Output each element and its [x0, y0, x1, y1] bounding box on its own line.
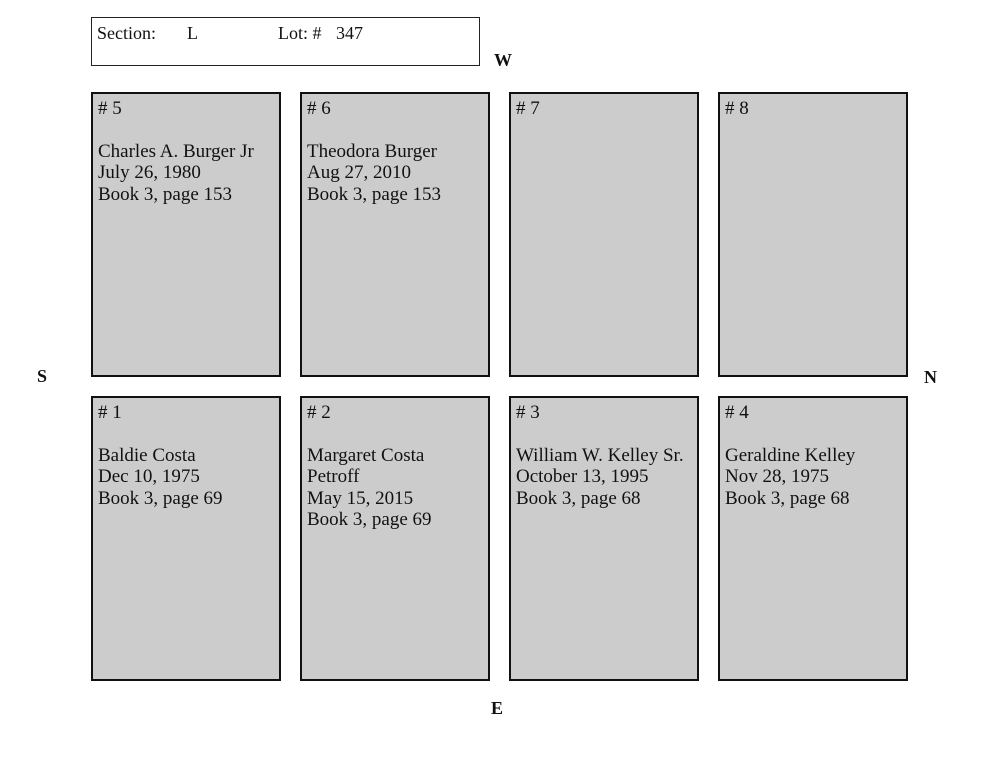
plot-6 [300, 92, 490, 377]
plot-date: Dec 10, 1975 [98, 466, 200, 487]
plot-date: Nov 28, 1975 [725, 466, 829, 487]
plot-name-continued: Petroff [307, 466, 360, 487]
plot-8 [718, 92, 908, 377]
plot-3 [509, 396, 699, 681]
compass-west: W [494, 50, 512, 70]
compass-south: S [37, 366, 48, 386]
plot-number: # 8 [725, 98, 749, 119]
plot-number: # 4 [725, 402, 749, 423]
plot-number: # 1 [98, 402, 122, 423]
plot-2 [300, 396, 490, 681]
section-label: Section: [97, 23, 156, 43]
plot-book-reference: Book 3, page 68 [725, 487, 850, 509]
plot-number: # 5 [98, 98, 122, 119]
lot-label: Lot: # [278, 23, 322, 43]
plot-name: Theodora Burger [307, 140, 437, 162]
plot-name: William W. Kelley Sr. [516, 444, 684, 466]
section-lot-header [91, 17, 480, 66]
plot-book-reference: Book 3, page 153 [98, 183, 233, 205]
plot-name: Baldie Costa [98, 444, 196, 466]
plot-number: # 6 [307, 98, 331, 119]
compass-east: E [491, 698, 504, 718]
plot-book-reference: Book 3, page 68 [516, 487, 641, 509]
plot-5 [91, 92, 281, 377]
plot-book-reference: Book 3, page 153 [307, 183, 442, 205]
lot-value: 347 [336, 23, 363, 43]
plot-number: # 7 [516, 98, 540, 119]
plot-name: Geraldine Kelley [725, 444, 856, 466]
plot-book-reference: Book 3, page 69 [307, 509, 432, 530]
compass-north: N [924, 367, 937, 387]
section-value: L [187, 23, 198, 43]
plot-date: July 26, 1980 [98, 162, 201, 183]
plot-date: Aug 27, 2010 [307, 162, 411, 183]
plot-date: May 15, 2015 [307, 487, 414, 509]
plot-book-reference: Book 3, page 69 [98, 487, 223, 509]
plot-4 [718, 396, 908, 681]
plot-name: Margaret Costa [307, 444, 425, 466]
plot-number: # 3 [516, 402, 540, 423]
plot-1 [91, 396, 281, 681]
plot-date: October 13, 1995 [516, 466, 649, 487]
plot-name: Charles A. Burger Jr [98, 140, 254, 162]
plot-7 [509, 92, 699, 377]
plot-number: # 2 [307, 402, 331, 423]
